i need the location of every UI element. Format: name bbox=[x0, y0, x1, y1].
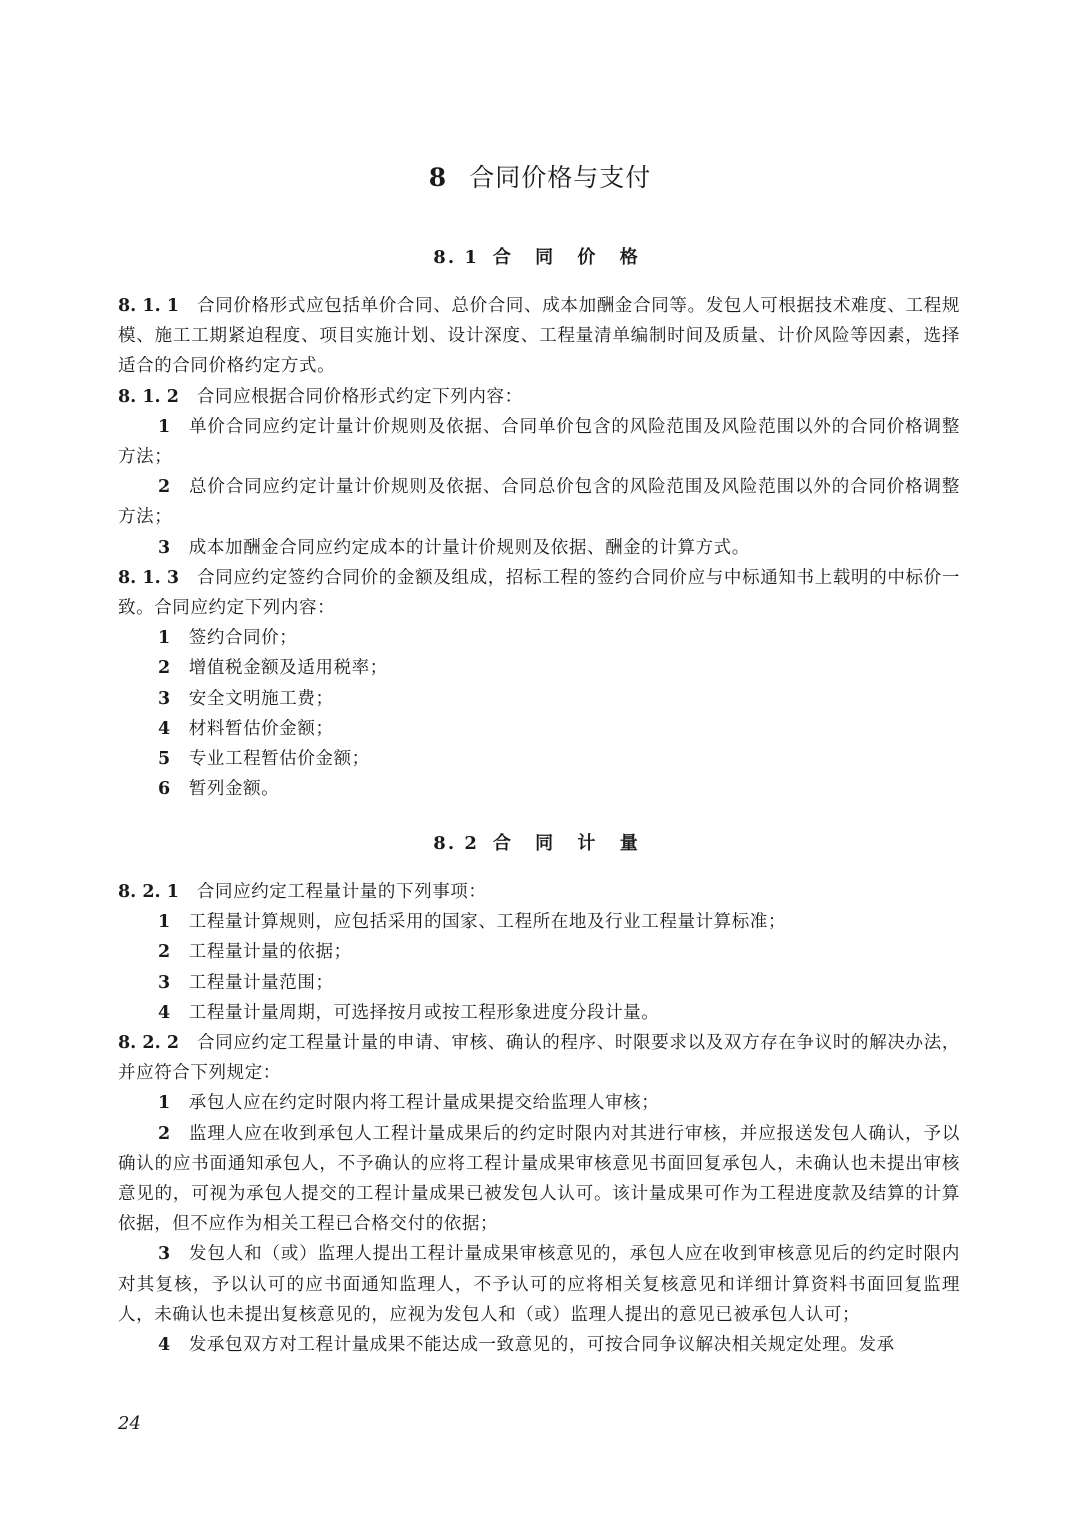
item-text: 暂列金额。 bbox=[188, 779, 280, 800]
item-text: 工程量计量周期，可选择按月或按工程形象进度分段计量。 bbox=[188, 1002, 660, 1023]
item-text: 材料暂估价金额； bbox=[188, 718, 334, 739]
list-item bbox=[118, 744, 960, 774]
item-text: 成本加酬金合同应约定成本的计量计价规则及依据、酬金的计算方式。 bbox=[188, 537, 750, 558]
item-number: 6 bbox=[158, 779, 171, 800]
section-8-1-body bbox=[118, 291, 960, 804]
clause-text: 合同价格形式应包括单价合同、总价合同、成本加酬金合同等。发包人可根据技术难度、工程规模、施工工期紧迫程度、项目实施计划、设计深度、工程量清单编制时间及质量、计价风险等因素，选择适合的合同价格约定方式。 bbox=[118, 296, 960, 377]
list-item bbox=[118, 1239, 960, 1330]
item-number: 2 bbox=[158, 942, 171, 963]
clause-text: 合同应约定工程量计量的下列事项： bbox=[196, 882, 487, 902]
item-number: 3 bbox=[158, 972, 171, 993]
item-number: 3 bbox=[158, 1244, 171, 1265]
list-item bbox=[118, 472, 960, 532]
clause-number: 8. 1. 1 bbox=[118, 296, 180, 316]
clause-number: 8. 2. 2 bbox=[118, 1033, 180, 1054]
list-item bbox=[118, 1119, 960, 1240]
item-text: 签约合同价； bbox=[188, 628, 298, 649]
clause-number: 8. 1. 2 bbox=[118, 386, 179, 407]
clause-number: 8. 2. 1 bbox=[118, 882, 179, 902]
clause-8-1-2 bbox=[118, 382, 960, 412]
item-text: 监理人应在收到承包人工程计量成果后的约定时限内对其进行审核，并应报送发包人确认，予以确认的应书面通知承包人，不予确认的应将工程计量成果审核意见书面回复承包人，未确认也未提出审核意见的，可视为承包人提交的工程计量成果已被发包人认可。该计量成果可作为工程进度款及结算的计算依据，但不应作为相关工程已合格交付的依据； bbox=[118, 1123, 960, 1235]
section-8-2-body bbox=[118, 877, 960, 1360]
list-item bbox=[118, 907, 960, 937]
list-item bbox=[118, 998, 960, 1028]
item-text: 工程量计算规则，应包括采用的国家、工程所在地及行业工程量计算标准； bbox=[188, 912, 787, 933]
page-number: 24 bbox=[118, 1413, 141, 1434]
clause-text: 合同应约定签约合同价的金额及组成，招标工程的签约合同价应与中标通知书上载明的中标价一致。合同应约定下列内容： bbox=[118, 567, 960, 619]
section-title-8-1 bbox=[0, 243, 1080, 269]
item-text: 安全文明施工费； bbox=[188, 688, 334, 709]
item-text: 单价合同应约定计量计价规则及依据、合同单价包含的风险范围及风险范围以外的合同价格调整方法； bbox=[118, 416, 960, 468]
list-item bbox=[118, 684, 960, 714]
clause-8-1-1 bbox=[118, 291, 960, 382]
list-item bbox=[118, 968, 960, 998]
clause-text: 合同应约定工程量计量的申请、审核、确认的程序、时限要求以及双方存在争议时的解决办法，并应符合下列规定： bbox=[118, 1033, 960, 1084]
clause-8-2-1 bbox=[118, 877, 960, 907]
item-number: 2 bbox=[158, 658, 171, 679]
item-text: 增值税金额及适用税率； bbox=[188, 658, 388, 679]
chapter-title-text: 合同价格与支付 bbox=[469, 163, 652, 192]
section-title-text: 合 同 价 格 bbox=[492, 247, 647, 268]
item-number: 3 bbox=[158, 537, 171, 558]
list-item bbox=[118, 937, 960, 967]
list-item bbox=[118, 714, 960, 744]
chapter-title bbox=[0, 158, 1080, 194]
item-text: 总价合同应约定计量计价规则及依据、合同总价包含的风险范围及风险范围以外的合同价格调整方法； bbox=[118, 477, 960, 528]
clause-number: 8. 1. 3 bbox=[118, 567, 180, 588]
section-title-8-2 bbox=[0, 829, 1080, 855]
section-title-text: 合 同 计 量 bbox=[492, 833, 647, 854]
item-text: 专业工程暂估价金额； bbox=[188, 749, 370, 770]
item-text: 承包人应在约定时限内将工程计量成果提交给监理人审核； bbox=[188, 1093, 660, 1114]
list-item bbox=[118, 412, 960, 472]
clause-8-2-2 bbox=[118, 1028, 960, 1088]
list-item bbox=[118, 623, 960, 653]
item-number: 4 bbox=[158, 1002, 171, 1023]
item-text: 工程量计量范围； bbox=[188, 972, 334, 993]
item-text: 发承包双方对工程计量成果不能达成一致意见的，可按合同争议解决相关规定处理。发承 bbox=[188, 1335, 895, 1356]
list-item bbox=[118, 774, 960, 804]
item-number: 1 bbox=[158, 416, 171, 437]
item-number: 1 bbox=[158, 1093, 171, 1114]
section-number: 8. 1 bbox=[433, 247, 479, 268]
section-number: 8. 2 bbox=[433, 833, 479, 854]
item-number: 2 bbox=[158, 1123, 171, 1144]
list-item bbox=[118, 1088, 960, 1118]
item-number: 2 bbox=[158, 477, 171, 498]
chapter-number: 8 bbox=[428, 163, 448, 192]
item-number: 4 bbox=[158, 718, 171, 739]
item-text: 工程量计量的依据； bbox=[188, 942, 352, 963]
clause-8-1-3 bbox=[118, 563, 960, 623]
list-item bbox=[118, 653, 960, 683]
item-number: 1 bbox=[158, 912, 171, 933]
list-item bbox=[118, 533, 960, 563]
list-item bbox=[118, 1330, 960, 1360]
item-text: 发包人和（或）监理人提出工程计量成果审核意见的，承包人应在收到审核意见后的约定时限内对其复核，予以认可的应书面通知监理人，不予认可的应将相关复核意见和详细计算资料书面回复监理人，未确认也未提出复核意见的，应视为发包人和（或）监理人提出的意见已被承包人认可； bbox=[118, 1244, 960, 1325]
item-number: 1 bbox=[158, 628, 171, 649]
clause-text: 合同应根据合同价格形式约定下列内容： bbox=[196, 386, 523, 407]
item-number: 3 bbox=[158, 688, 171, 709]
item-number: 4 bbox=[158, 1335, 171, 1356]
item-number: 5 bbox=[158, 749, 171, 770]
